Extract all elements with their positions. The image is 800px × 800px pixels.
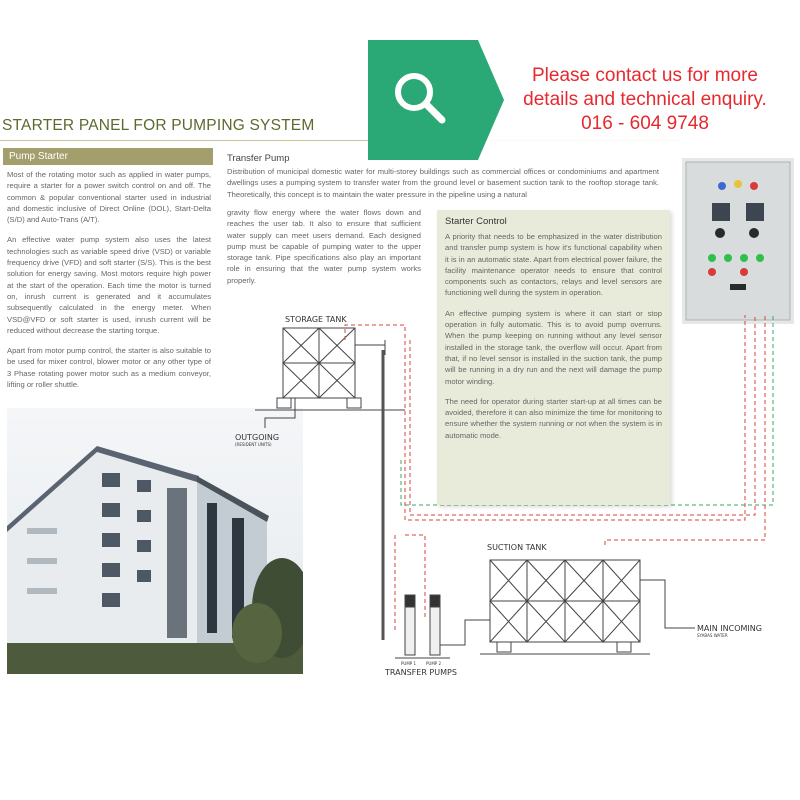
starter-control-heading: Starter Control	[445, 216, 507, 227]
storage-tank-label: STORAGE TANK	[285, 315, 347, 324]
transfer-pump-paragraph: gravity flow energy where the water flows down and reaches the user tab. It also to ensure that sufficient water supply can meet users demand. Each designed pump must be capable of pumping water to the upper storage tank. Pipe specifications also play an important role in ensuring that the water pump system works properly.	[227, 208, 421, 285]
page-title: STARTER PANEL FOR PUMPING SYSTEM	[2, 117, 315, 134]
pump-starter-text	[7, 169, 211, 399]
starter-control-paragraph: The need for operator during starter start-up at all times can be avoided, therefore it can also minimize the time for monitoring to ensure whether the system running or not when the system is in automatic mode.	[445, 396, 662, 440]
search-icon[interactable]	[388, 66, 452, 130]
contact-phone[interactable]: 016 - 604 9748	[581, 113, 709, 134]
contact-line-2: details and technical enquiry.	[523, 89, 767, 110]
pump-starter-heading: Pump Starter	[3, 148, 213, 165]
pump-1-label: PUMP 1	[401, 661, 417, 666]
main-incoming-sub-label: SYABAS WATER	[697, 633, 728, 638]
suction-tank-label: SUCTION TANK	[487, 543, 547, 552]
transfer-pumps	[395, 595, 450, 658]
transfer-pump-paragraph: Distribution of municipal domestic water for multi-storey buildings such as commercial offices or condominiums and apartment dwellings uses a pumping system to transfer water from the ground level or basement suction tank to the rooftop storage tank. Theoretically, this concept is to maintain the water pressure in the pipeline using a natural	[227, 167, 659, 199]
pump-starter-paragraph: Apart from motor pump control, the starter is also suitable to be used for mixer control, blower motor or any other type of 3 Phase rotating power motor such as a medium conveyor, lifting or roller shuttle.	[7, 346, 211, 390]
transfer-pump-heading: Transfer Pump	[227, 153, 290, 164]
contact-text	[500, 64, 790, 136]
pump-starter-paragraph: An effective water pump system also uses the latest technologies such as variable speed drive (VSD) or variable frequency drive (VFD) and soft starter (S/S). This is the best solution for energy saving. Most motors require high power at the start of the operation. Each time the motor is turned on, inrush current is generated and it accumulates subsequently calculated in the energy meter. When VSD@VFD or soft starter is used, inrush current will be reduced without decrease the starting torque.	[7, 235, 211, 335]
starter-control-paragraph: An effective pumping system is where it can start or stop operation in fully automatic. This is to avoid pump overruns. When the pump keeping on running without any level sensor installed in the storage tank, the overflow will occur. Apart from that, if no level sensor is installed in the suction tank, the pump will be running in a dry run and the next will damage the pump motor winding.	[445, 308, 662, 386]
main-incoming-label: MAIN INCOMING	[697, 624, 762, 633]
suction-tank	[440, 560, 695, 654]
outgoing-sub-label: (RESIDENT UNITS)	[235, 442, 272, 447]
contact-line-1: Please contact us for more	[532, 65, 758, 86]
starter-control-paragraph: A priority that needs to be emphasized in the water distribution and transfer pump system is how it's functional capability when it is in an automatic state. Apart from electrical power failure, the facility maintenance operator needs to ensure that control components such as contactors, relays and level sensors are functioning well during the system in operation.	[445, 232, 662, 298]
pump-starter-paragraph: Most of the rotating motor such as applied in water pumps, require a starter for a power switch control on and off. The common & popular conventional starter used in industrial and domestic inclusive of Direct Online (DOL), Start-Delta (S/D) and Auto-Trans (A/T).	[7, 170, 211, 225]
starter-control-box	[437, 210, 670, 505]
pump-2-label: PUMP 2	[426, 661, 442, 666]
transfer-pumps-label: TRANSFER PUMPS	[385, 668, 457, 677]
outgoing-label: OUTGOING	[235, 433, 280, 442]
